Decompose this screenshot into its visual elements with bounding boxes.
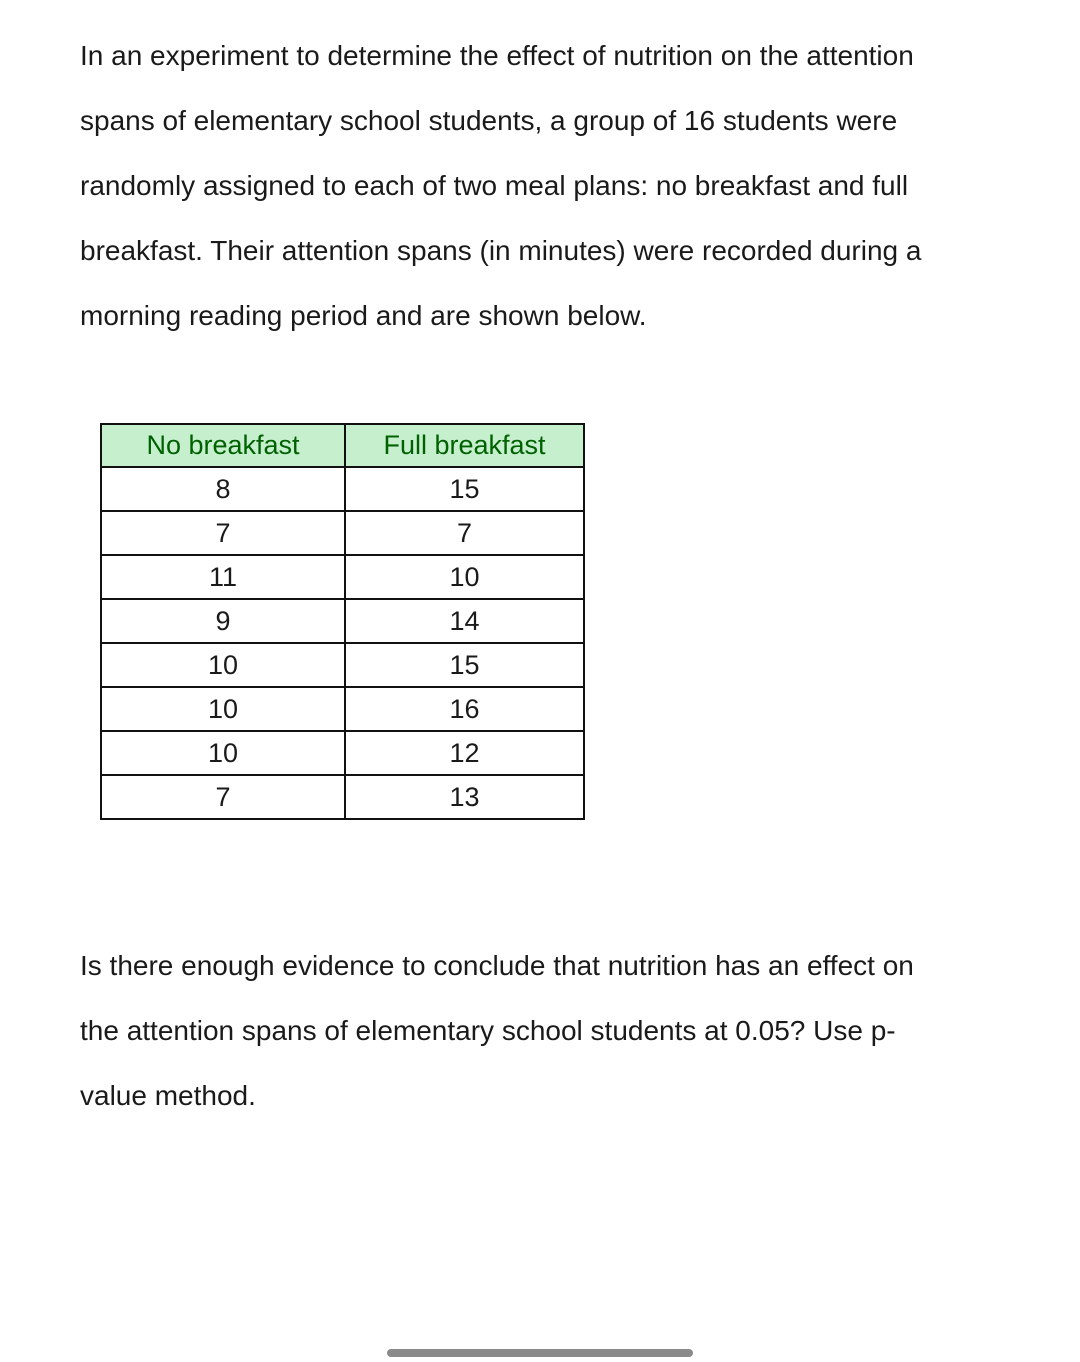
table-row [101, 467, 584, 511]
question-line-1: Is there enough evidence to conclude that nutrition has an effect on [80, 950, 914, 981]
column-header-no-breakfast: No breakfast [101, 424, 345, 467]
table-cell: 9 [101, 599, 345, 643]
table-cell: 7 [101, 775, 345, 819]
table-row [101, 731, 584, 775]
table-cell: 10 [101, 687, 345, 731]
column-header-full-breakfast: Full breakfast [345, 424, 584, 467]
table-cell: 15 [345, 467, 584, 511]
table-row [101, 687, 584, 731]
table-row [101, 775, 584, 819]
table-cell: 14 [345, 599, 584, 643]
intro-line-5: morning reading period and are shown below. [80, 300, 647, 331]
table-cell: 7 [101, 511, 345, 555]
table-cell: 13 [345, 775, 584, 819]
table-cell: 12 [345, 731, 584, 775]
intro-line-2: spans of elementary school students, a group of 16 students were [80, 105, 898, 136]
table-cell: 10 [101, 643, 345, 687]
table-cell: 11 [101, 555, 345, 599]
question-line-2: the attention spans of elementary school students at 0.05? Use p- [80, 1015, 896, 1046]
table-cell: 10 [101, 731, 345, 775]
intro-line-1: In an experiment to determine the effect of nutrition on the attention [80, 40, 914, 71]
table-cell: 8 [101, 467, 345, 511]
table-row [101, 643, 584, 687]
table-cell: 15 [345, 643, 584, 687]
intro-line-3: randomly assigned to each of two meal plans: no breakfast and full [80, 170, 909, 201]
table-header-row [101, 424, 584, 467]
table-cell: 10 [345, 555, 584, 599]
intro-line-4: breakfast. Their attention spans (in minutes) were recorded during a [80, 235, 922, 266]
question-line-3: value method. [80, 1080, 256, 1111]
table-row [101, 599, 584, 643]
table-row [101, 555, 584, 599]
table-cell: 7 [345, 511, 584, 555]
attention-span-table [100, 423, 585, 820]
table-cell: 16 [345, 687, 584, 731]
home-indicator-bar[interactable] [387, 1349, 693, 1357]
table-row [101, 511, 584, 555]
